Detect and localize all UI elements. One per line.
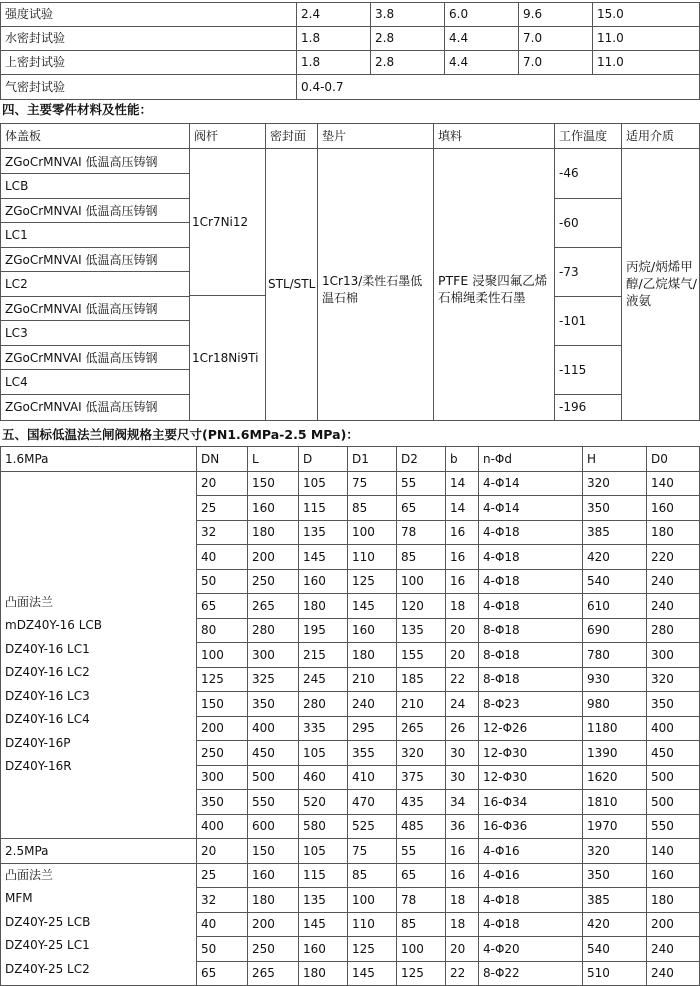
dimension-value: 245 — [299, 667, 348, 692]
dimension-value: 610 — [583, 594, 647, 619]
dimension-value: 550 — [248, 790, 299, 815]
dimension-value: 25 — [197, 863, 248, 888]
dimension-value: 12-Φ30 — [479, 765, 583, 790]
dimension-value: 160 — [647, 863, 700, 888]
dimension-value: 4-Φ14 — [479, 496, 583, 521]
dimension-value: 350 — [197, 790, 248, 815]
dimension-value: 350 — [248, 692, 299, 717]
test-value: 6.0 — [445, 3, 519, 27]
body-material-cast: ZGoCrMNVAI 低温高压铸钢 — [1, 150, 189, 175]
dimension-value: 600 — [248, 814, 299, 839]
dimension-value: 500 — [647, 765, 700, 790]
dimension-value: 540 — [583, 937, 647, 962]
dimension-value: 55 — [397, 839, 446, 864]
dimension-value: 450 — [647, 741, 700, 766]
dimension-value: 16 — [446, 569, 479, 594]
dimension-value: 78 — [397, 888, 446, 913]
dimension-value: 355 — [348, 741, 397, 766]
dimension-value: 12-Φ30 — [479, 741, 583, 766]
test-value: 9.6 — [519, 3, 593, 27]
dimension-value: 470 — [348, 790, 397, 815]
dimension-value: 12-Φ26 — [479, 716, 583, 741]
dimension-value: 125 — [348, 937, 397, 962]
header-seal-face: 密封面 — [266, 124, 318, 149]
dimension-value: 520 — [299, 790, 348, 815]
dimension-value: 115 — [299, 863, 348, 888]
dimension-value: 32 — [197, 888, 248, 913]
dimension-value: 4-Φ18 — [479, 888, 583, 913]
column-header: D1 — [348, 447, 397, 472]
dimension-value: 1970 — [583, 814, 647, 839]
dimension-value: 65 — [397, 863, 446, 888]
dimension-value: 400 — [248, 716, 299, 741]
model-number: mDZ40Y-16 LCB — [5, 618, 103, 633]
dimension-value: 140 — [647, 471, 700, 496]
dimension-value: 200 — [248, 545, 299, 570]
packing-value: PTFE 浸聚四氟乙烯石棉绳柔性石墨 — [434, 149, 555, 421]
dimension-value: 55 — [397, 471, 446, 496]
dimension-value: 265 — [248, 961, 299, 986]
dimension-value: 320 — [583, 839, 647, 864]
dimension-value: 20 — [446, 643, 479, 668]
dimension-value: 16-Φ34 — [479, 790, 583, 815]
dimension-value: 930 — [583, 667, 647, 692]
body-material-grade: LCB — [1, 174, 189, 199]
dimension-value: 160 — [299, 569, 348, 594]
dimension-value: 180 — [647, 520, 700, 545]
section-5-title: 五、国标低温法兰闸阀规格主要尺寸(PN1.6MPa-2.5 MPa)： — [2, 427, 359, 442]
dimension-value: 240 — [647, 961, 700, 986]
dimension-value: 140 — [647, 839, 700, 864]
media-value: 丙烷/炳烯甲醇/乙烷煤气/液氨 — [622, 149, 700, 421]
test-value: 4.4 — [445, 51, 519, 75]
column-header: H — [583, 447, 647, 472]
dimension-value: 65 — [197, 961, 248, 986]
dimension-value: 400 — [647, 716, 700, 741]
dimension-value: 160 — [299, 937, 348, 962]
test-value: 2.8 — [371, 27, 445, 51]
body-material-cast: ZGoCrMNVAI 低温高压铸钢 — [1, 297, 189, 322]
dimension-value: 160 — [348, 618, 397, 643]
dimension-value: 250 — [248, 569, 299, 594]
dimension-value: 180 — [299, 961, 348, 986]
dimension-row — [1, 471, 700, 496]
test-value: 1.8 — [297, 51, 371, 75]
test-value: 1.8 — [297, 27, 371, 51]
dimension-value: 1810 — [583, 790, 647, 815]
dimension-value: 215 — [299, 643, 348, 668]
pressure-class-label: 2.5MPa — [1, 839, 197, 864]
body-material-cast: ZGoCrMNVAI 低温高压铸钢 — [5, 399, 158, 414]
dimension-value: 350 — [583, 863, 647, 888]
test-value: 11.0 — [593, 51, 700, 75]
dimension-value: 8-Φ18 — [479, 643, 583, 668]
dimension-value: 180 — [299, 594, 348, 619]
dimension-value: 150 — [248, 839, 299, 864]
dimension-value: 20 — [197, 839, 248, 864]
test-value: 4.4 — [445, 27, 519, 51]
dimension-value: 24 — [446, 692, 479, 717]
model-number: DZ40Y-16 LC1 — [5, 641, 90, 656]
dimension-value: 350 — [583, 496, 647, 521]
test-row — [1, 3, 700, 27]
dimension-value: 320 — [397, 741, 446, 766]
dimension-value: 460 — [299, 765, 348, 790]
test-value: 7.0 — [519, 51, 593, 75]
dimension-value: 100 — [348, 888, 397, 913]
dimension-value: 1620 — [583, 765, 647, 790]
test-value: 2.8 — [371, 51, 445, 75]
dimension-value: 525 — [348, 814, 397, 839]
header-gasket: 垫片 — [318, 124, 434, 149]
dimension-value: 40 — [197, 545, 248, 570]
dimension-value: 155 — [397, 643, 446, 668]
dimension-value: 210 — [397, 692, 446, 717]
model-number: DZ40Y-16 LC2 — [5, 665, 90, 680]
dimension-value: 120 — [397, 594, 446, 619]
dimension-value: 16 — [446, 520, 479, 545]
header-stem: 阀杆 — [190, 124, 266, 149]
dimension-value: 240 — [647, 569, 700, 594]
body-material-grade: LC3 — [1, 321, 189, 346]
body-material-grade: LC2 — [1, 272, 189, 297]
dimension-value: 500 — [248, 765, 299, 790]
working-temp-value: -46 — [555, 150, 621, 199]
model-number: DZ40Y-25 LC2 — [5, 961, 90, 976]
dimension-value: 240 — [647, 937, 700, 962]
dimension-value: 435 — [397, 790, 446, 815]
dimension-value: 450 — [248, 741, 299, 766]
dimension-value: 420 — [583, 912, 647, 937]
header-working-temp: 工作温度 — [555, 124, 622, 149]
dimension-value: 420 — [583, 545, 647, 570]
dimension-value: 75 — [348, 839, 397, 864]
dimension-value: 26 — [446, 716, 479, 741]
dimension-value: 22 — [446, 667, 479, 692]
column-header: L — [248, 447, 299, 472]
dimension-value: 65 — [197, 594, 248, 619]
seal-face-value: STL/STL — [266, 149, 318, 421]
stem-material-1: 1Cr7Ni12 — [192, 214, 249, 229]
dimension-value: 385 — [583, 888, 647, 913]
dimension-value: 250 — [197, 741, 248, 766]
dimension-value: 4-Φ18 — [479, 569, 583, 594]
test-row — [1, 75, 700, 100]
dimension-value: 105 — [299, 741, 348, 766]
dimension-value: 200 — [647, 912, 700, 937]
dimension-value: 8-Φ18 — [479, 618, 583, 643]
dimension-value: 80 — [197, 618, 248, 643]
dimension-value: 4-Φ16 — [479, 839, 583, 864]
dimension-value: 110 — [348, 912, 397, 937]
column-header: b — [446, 447, 479, 472]
dimension-value: 4-Φ18 — [479, 545, 583, 570]
dimension-value: 135 — [299, 520, 348, 545]
dimension-value: 145 — [348, 961, 397, 986]
dimension-value: 180 — [647, 888, 700, 913]
dimension-value: 18 — [446, 912, 479, 937]
dimension-value: 20 — [197, 471, 248, 496]
dimension-value: 50 — [197, 937, 248, 962]
header-body-cover: 体盖板 — [1, 124, 190, 149]
body-material-cell — [1, 149, 190, 421]
test-name: 气密封试验 — [1, 75, 297, 100]
column-header: D — [299, 447, 348, 472]
dimension-value: 105 — [299, 471, 348, 496]
dimension-value: 16 — [446, 863, 479, 888]
stem-material-2: 1Cr18Ni9Ti — [192, 350, 259, 365]
dimension-value: 280 — [647, 618, 700, 643]
model-number: DZ40Y-25 LC1 — [5, 938, 90, 952]
dimension-value: 160 — [647, 496, 700, 521]
dimension-value: 135 — [299, 888, 348, 913]
dimension-value: 500 — [647, 790, 700, 815]
dimension-value: 240 — [348, 692, 397, 717]
model-list-cell — [1, 471, 197, 839]
test-value: 7.0 — [519, 27, 593, 51]
dimension-value: 100 — [397, 937, 446, 962]
dimension-value: 250 — [248, 937, 299, 962]
working-temp-value: -196 — [559, 400, 587, 415]
dimension-value: 410 — [348, 765, 397, 790]
dimension-value: 1390 — [583, 741, 647, 766]
dimension-value: 265 — [248, 594, 299, 619]
dimensions-table — [0, 446, 700, 986]
model-number: DZ40Y-16 LC4 — [5, 712, 90, 727]
dimension-value: 4-Φ18 — [479, 594, 583, 619]
header-media: 适用介质 — [622, 124, 700, 149]
dimension-value: 100 — [397, 569, 446, 594]
dimension-value: 320 — [583, 471, 647, 496]
stem-cell — [190, 149, 266, 421]
column-header: 1.6MPa — [1, 447, 197, 472]
dimension-value: 1180 — [583, 716, 647, 741]
dimension-value: 125 — [348, 569, 397, 594]
dimension-value: 780 — [583, 643, 647, 668]
flange-type: 凸面法兰 — [5, 594, 54, 609]
body-material-cast: ZGoCrMNVAI 低温高压铸钢 — [1, 346, 189, 371]
dimensions-header-row — [1, 447, 700, 472]
dimension-value: 4-Φ20 — [479, 937, 583, 962]
gasket-value: 1Cr13/柔性石墨低温石棉 — [318, 149, 434, 421]
dimension-value: 32 — [197, 520, 248, 545]
dimension-value: 8-Φ18 — [479, 667, 583, 692]
dimension-value: 25 — [197, 496, 248, 521]
flange-type: 凸面法兰 — [5, 867, 54, 882]
dimension-value: 85 — [348, 863, 397, 888]
body-material-grade: LC4 — [1, 370, 189, 395]
dimension-value: 4-Φ18 — [479, 520, 583, 545]
dimension-value: 160 — [248, 863, 299, 888]
dimension-value: 540 — [583, 569, 647, 594]
column-header: DN — [197, 447, 248, 472]
dimension-value: 115 — [299, 496, 348, 521]
dimension-row — [1, 863, 700, 888]
body-material-cast: ZGoCrMNVAI 低温高压铸钢 — [1, 199, 189, 224]
dimension-value: 180 — [348, 643, 397, 668]
dimension-value: 550 — [647, 814, 700, 839]
test-value: 15.0 — [593, 3, 700, 27]
test-value: 2.4 — [297, 3, 371, 27]
model-number: DZ40Y-16P — [5, 735, 71, 750]
dimension-value: 16 — [446, 545, 479, 570]
test-row — [1, 51, 700, 75]
dimension-value: 240 — [647, 594, 700, 619]
header-packing: 填料 — [434, 124, 555, 149]
working-temp-cell — [555, 149, 622, 421]
dimension-value: 295 — [348, 716, 397, 741]
dimension-value: 580 — [299, 814, 348, 839]
dimension-value: 16 — [446, 839, 479, 864]
dimension-value: 4-Φ14 — [479, 471, 583, 496]
model-list-cell — [1, 863, 197, 986]
dimension-value: 34 — [446, 790, 479, 815]
model-number: MFM — [5, 891, 33, 905]
dimension-value: 30 — [446, 765, 479, 790]
dimension-value: 100 — [197, 643, 248, 668]
dimension-value: 8-Φ23 — [479, 692, 583, 717]
test-row — [1, 27, 700, 51]
dimension-value: 85 — [348, 496, 397, 521]
dimension-value: 125 — [397, 961, 446, 986]
dimension-value: 8-Φ22 — [479, 961, 583, 986]
dimension-value: 150 — [248, 471, 299, 496]
dimension-value: 18 — [446, 888, 479, 913]
body-material-grade: LC1 — [1, 223, 189, 248]
dimension-value: 180 — [248, 520, 299, 545]
dimension-value: 300 — [197, 765, 248, 790]
test-pressure-table — [0, 2, 700, 100]
dimension-value: 40 — [197, 912, 248, 937]
dimension-value: 510 — [583, 961, 647, 986]
dimension-value: 690 — [583, 618, 647, 643]
dimension-value: 280 — [248, 618, 299, 643]
test-name: 水密封试验 — [1, 27, 297, 51]
dimension-value: 22 — [446, 961, 479, 986]
dimension-value: 20 — [446, 618, 479, 643]
model-number: DZ40Y-16 LC3 — [5, 688, 90, 703]
dimension-value: 195 — [299, 618, 348, 643]
dimension-value: 350 — [647, 692, 700, 717]
column-header: n-Φd — [479, 447, 583, 472]
dimension-value: 300 — [248, 643, 299, 668]
dimension-value: 105 — [299, 839, 348, 864]
dimension-value: 4-Φ16 — [479, 863, 583, 888]
dimension-value: 36 — [446, 814, 479, 839]
dimension-value: 400 — [197, 814, 248, 839]
dimension-value: 125 — [197, 667, 248, 692]
test-value: 11.0 — [593, 27, 700, 51]
dimension-value: 18 — [446, 594, 479, 619]
section-4-title: 四、主要零件材料及性能： — [2, 102, 153, 117]
test-value: 0.4-0.7 — [297, 75, 700, 100]
column-header: D2 — [397, 447, 446, 472]
working-temp-value: -73 — [555, 248, 621, 297]
dimension-value: 30 — [446, 741, 479, 766]
working-temp-value: -60 — [555, 199, 621, 248]
dimension-value: 160 — [248, 496, 299, 521]
dimension-value: 145 — [299, 545, 348, 570]
dimension-value: 385 — [583, 520, 647, 545]
dimension-value: 50 — [197, 569, 248, 594]
dimension-value: 485 — [397, 814, 446, 839]
dimension-value: 280 — [299, 692, 348, 717]
dimension-value: 145 — [299, 912, 348, 937]
dimension-value: 325 — [248, 667, 299, 692]
dimension-value: 145 — [348, 594, 397, 619]
dimension-value: 4-Φ18 — [479, 912, 583, 937]
dimension-value: 110 — [348, 545, 397, 570]
dimension-value: 85 — [397, 912, 446, 937]
dimension-value: 335 — [299, 716, 348, 741]
dimension-value: 320 — [647, 667, 700, 692]
dimension-value: 200 — [248, 912, 299, 937]
dimension-value: 78 — [397, 520, 446, 545]
test-name: 上密封试验 — [1, 51, 297, 75]
model-number: DZ40Y-25 LCB — [5, 914, 91, 929]
dimension-value: 20 — [446, 937, 479, 962]
model-number: DZ40Y-16R — [5, 759, 72, 774]
dimension-value: 980 — [583, 692, 647, 717]
dimension-value: 210 — [348, 667, 397, 692]
test-name: 强度试验 — [1, 3, 297, 27]
body-material-cast: ZGoCrMNVAI 低温高压铸钢 — [1, 248, 189, 273]
dimension-value: 200 — [197, 716, 248, 741]
test-value: 3.8 — [371, 3, 445, 27]
column-header: D0 — [647, 447, 700, 472]
dimension-value: 135 — [397, 618, 446, 643]
dimension-value: 265 — [397, 716, 446, 741]
dimension-value: 65 — [397, 496, 446, 521]
dimension-value: 185 — [397, 667, 446, 692]
dimension-value: 220 — [647, 545, 700, 570]
materials-table — [0, 123, 700, 421]
dimension-value: 375 — [397, 765, 446, 790]
dimension-value: 75 — [348, 471, 397, 496]
dimension-value: 150 — [197, 692, 248, 717]
dimension-value: 16-Φ36 — [479, 814, 583, 839]
dimension-value: 14 — [446, 471, 479, 496]
dimension-value: 100 — [348, 520, 397, 545]
working-temp-value: -115 — [555, 346, 621, 395]
working-temp-value: -101 — [555, 297, 621, 346]
dimension-value: 300 — [647, 643, 700, 668]
dimension-row — [1, 839, 700, 864]
dimension-value: 14 — [446, 496, 479, 521]
dimension-value: 85 — [397, 545, 446, 570]
dimension-value: 180 — [248, 888, 299, 913]
